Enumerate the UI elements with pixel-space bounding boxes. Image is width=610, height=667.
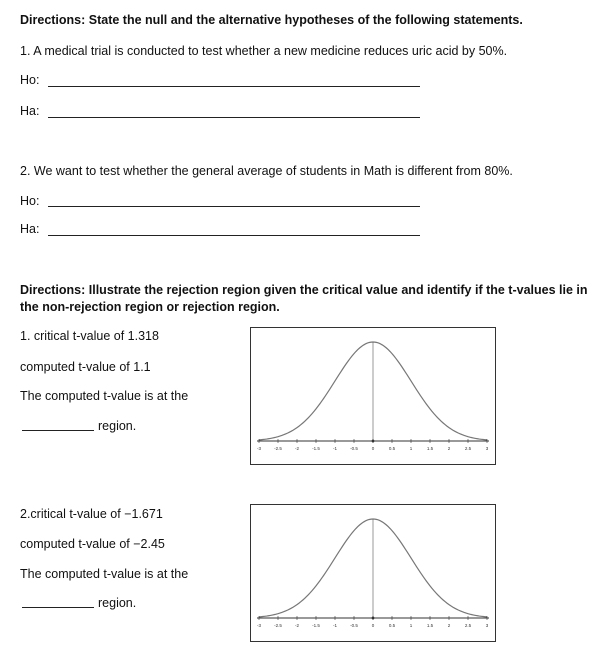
question-2: 2. We want to test whether the general average of students in Math is different from 80%. (20, 164, 513, 178)
normal-curve-svg-2 (251, 505, 495, 641)
x-tick-label: 1.5 (426, 446, 434, 451)
x-tick-label: -3 (256, 623, 262, 628)
x-tick-label: -3 (256, 446, 262, 451)
region-answer-line-2[interactable] (22, 607, 94, 608)
normal-curve-svg-1 (251, 328, 495, 464)
region-answer-line-1[interactable] (22, 430, 94, 431)
x-tick-label: -1 (332, 446, 338, 451)
x-tick-label: 3 (485, 446, 489, 451)
x-tick-label: 3 (485, 623, 489, 628)
ha-answer-line-1[interactable] (48, 117, 420, 118)
x-tick-label: 0 (371, 446, 375, 451)
ho-answer-line-2[interactable] (48, 206, 420, 207)
computed-value-1: computed t-value of 1.1 (20, 360, 151, 374)
x-tick-label: -1.5 (312, 446, 320, 451)
x-tick-label: -1 (332, 623, 338, 628)
critical-value-2: 2.critical t-value of −1.671 (20, 507, 163, 521)
x-tick-label: 0 (371, 623, 375, 628)
x-tick-label: 1.5 (426, 623, 434, 628)
region-label-2: region. (98, 596, 137, 610)
directions-heading-1: Directions: State the null and the alternative hypotheses of the following statements. (20, 13, 523, 27)
computed-value-2: computed t-value of −2.45 (20, 537, 165, 551)
x-tick-label: 0.5 (388, 623, 396, 628)
x-tick-label: 2 (447, 623, 451, 628)
x-tick-label: -1.5 (312, 623, 320, 628)
statement-1: The computed t-value is at the (20, 389, 189, 403)
ho-answer-line-1[interactable] (48, 86, 420, 87)
x-tick-label: 2.5 (464, 446, 472, 451)
directions-heading-2-line1: Directions: Illustrate the rejection region given the critical value and identify if the t-values lie in (20, 283, 588, 297)
x-tick-label: 1 (409, 446, 413, 451)
x-tick-label: 2.5 (464, 623, 472, 628)
question-1: 1. A medical trial is conducted to test whether a new medicine reduces uric acid by 50%. (20, 44, 508, 58)
ho-label-2: Ho: (20, 194, 40, 208)
directions-heading-2-line2: the non-rejection region or rejection region. (20, 300, 280, 314)
ho-label-1: Ho: (20, 73, 40, 87)
x-tick-label: 1 (409, 623, 413, 628)
ha-answer-line-2[interactable] (48, 235, 420, 236)
ha-label-1: Ha: (20, 104, 40, 118)
critical-value-1: 1. critical t-value of 1.318 (20, 329, 159, 343)
statement-2: The computed t-value is at the (20, 567, 189, 581)
x-tick-label: -2 (294, 446, 300, 451)
x-tick-label: -2 (294, 623, 300, 628)
x-tick-label: 2 (447, 446, 451, 451)
x-tick-label: -2.5 (274, 446, 282, 451)
normal-curve-chart-2 (250, 504, 496, 642)
region-label-1: region. (98, 419, 137, 433)
x-tick-label: -2.5 (274, 623, 282, 628)
normal-curve-chart-1 (250, 327, 496, 465)
ha-label-2: Ha: (20, 222, 40, 236)
x-tick-label: 0.5 (388, 446, 396, 451)
x-tick-label: -0.5 (350, 446, 358, 451)
x-tick-label: -0.5 (350, 623, 358, 628)
